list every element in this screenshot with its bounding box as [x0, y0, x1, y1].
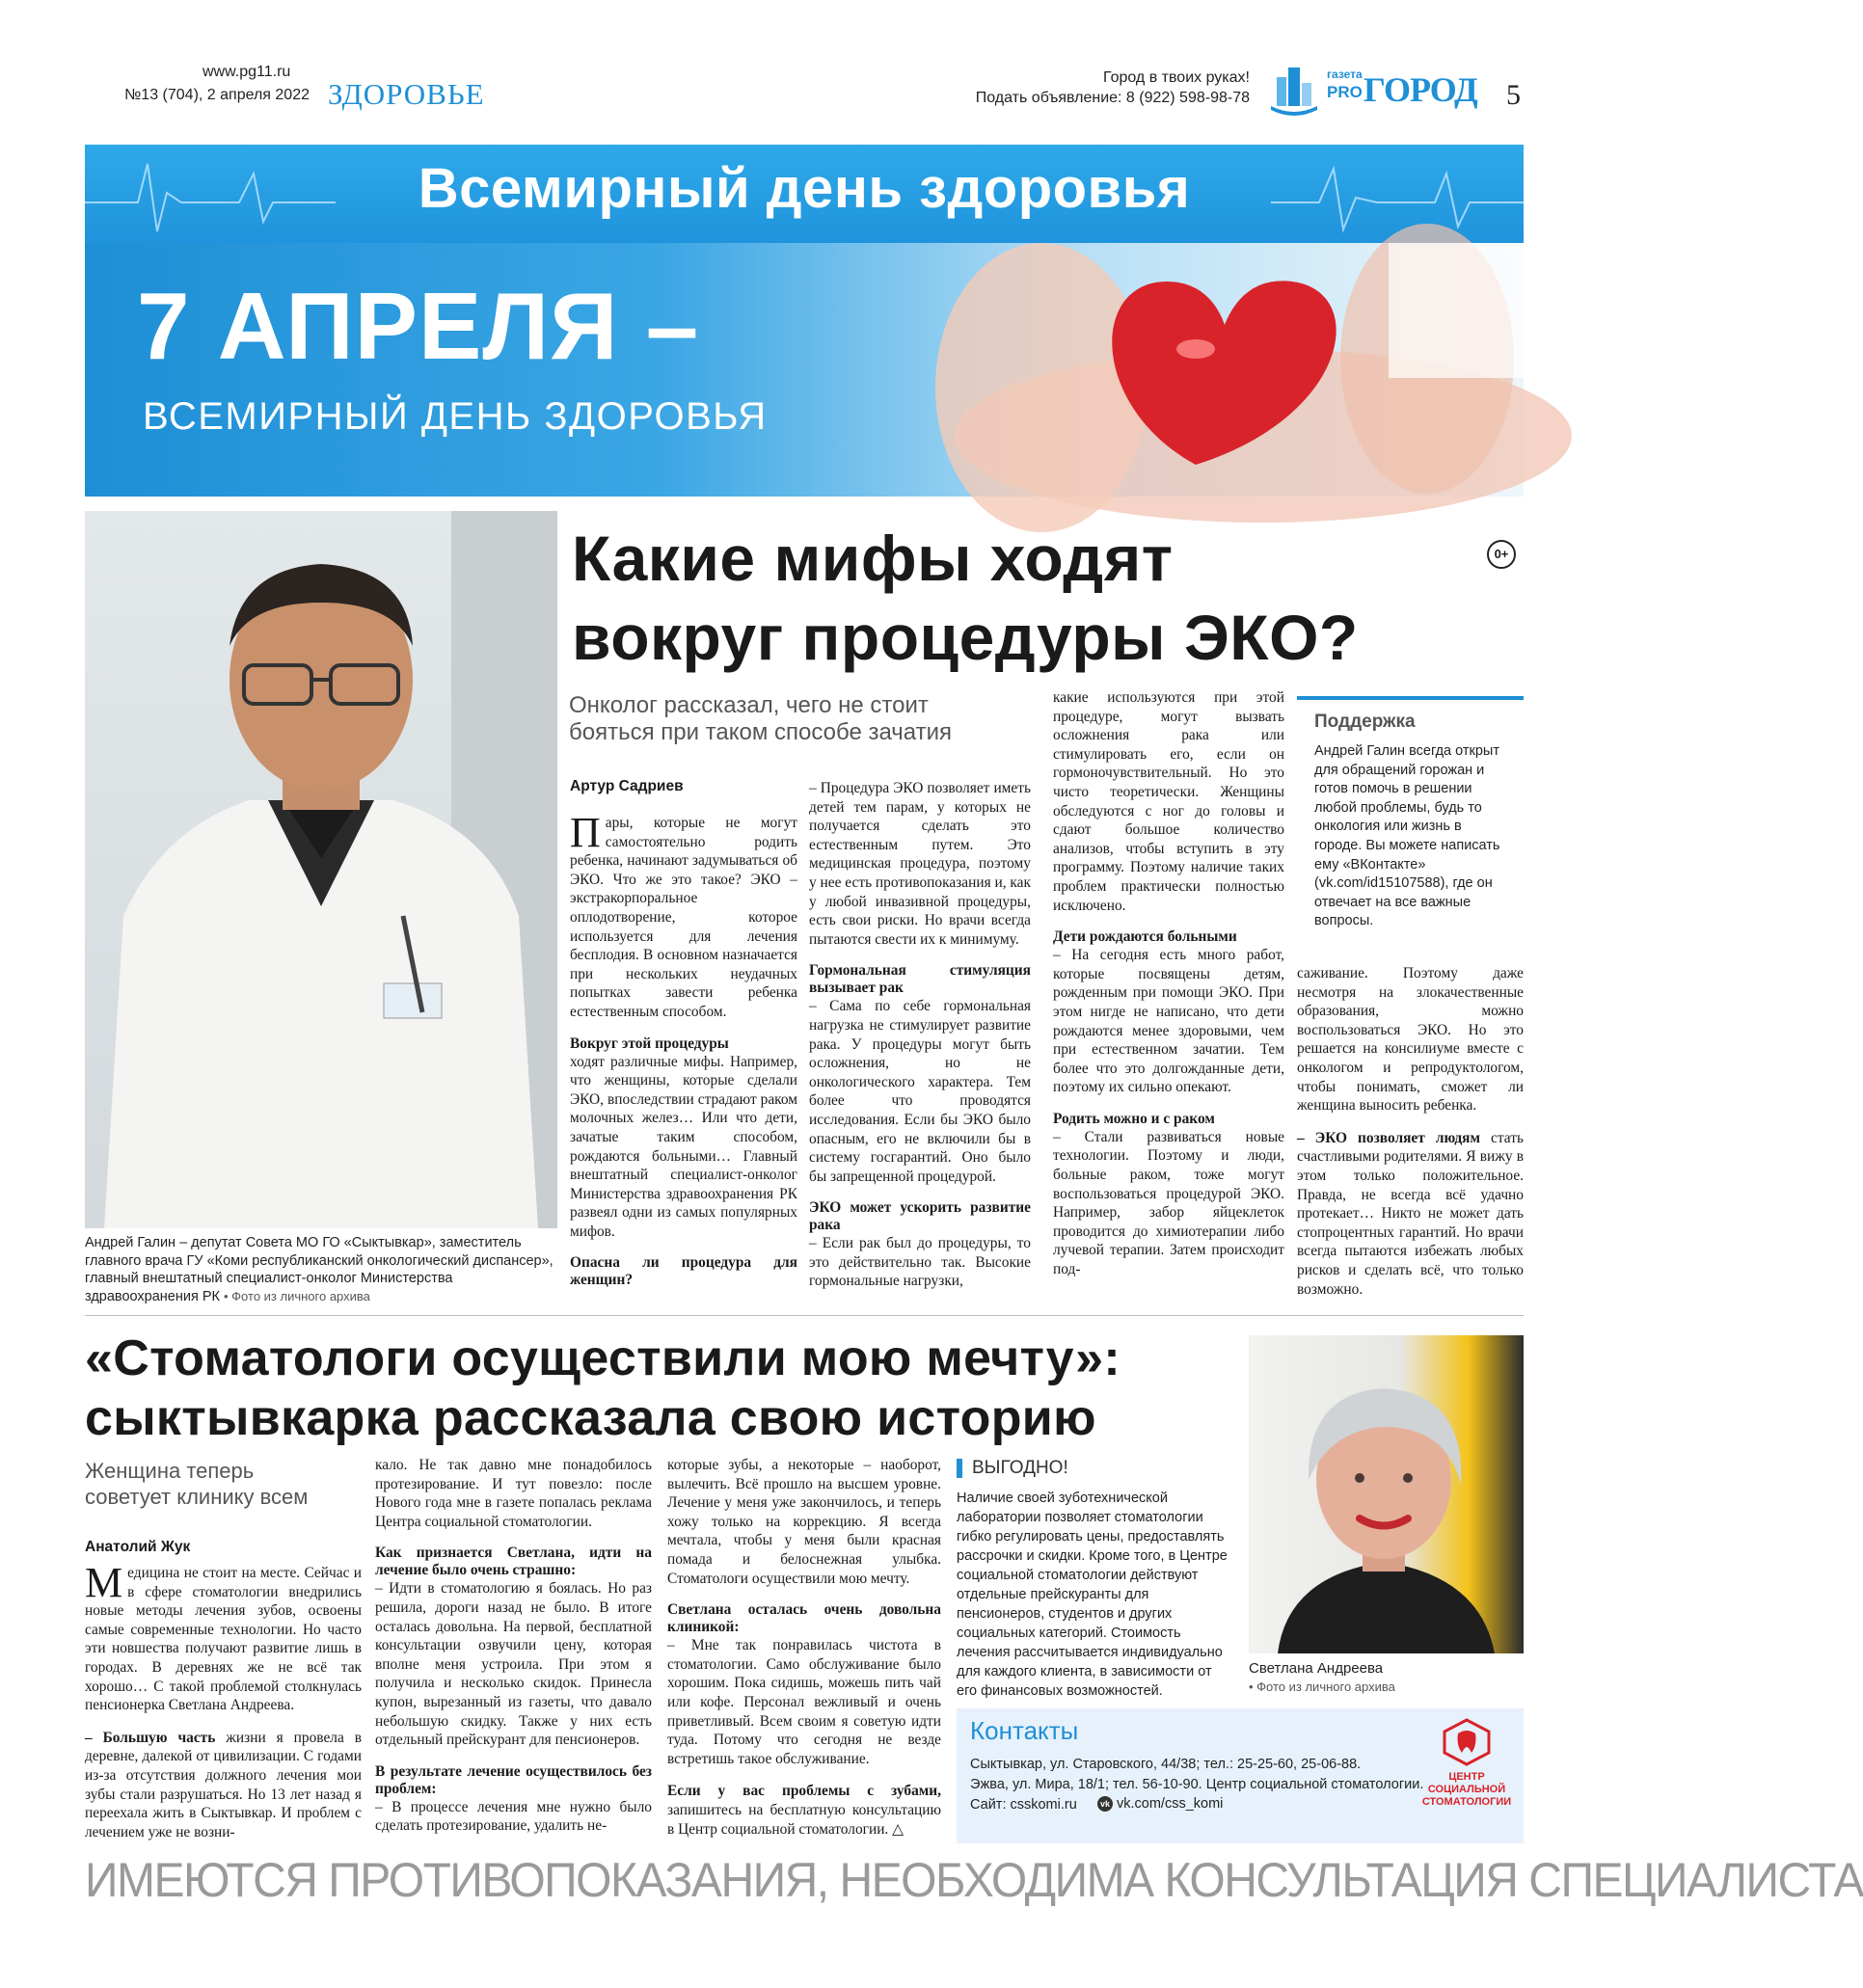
newspaper-logo[interactable] — [1271, 60, 1493, 118]
subheading: В результате лечение осуществилось без проблем: — [375, 1762, 652, 1797]
banner-subtitle: ВСЕМИРНЫЙ ДЕНЬ ЗДОРОВЬЯ — [143, 395, 768, 438]
article1-dek-line1: Онколог рассказал, чего не стоит — [569, 692, 929, 718]
header-issue: №13 (704), 2 апреля 2022 — [124, 87, 310, 103]
heart-in-hands-icon — [849, 243, 1524, 497]
banner — [85, 145, 1524, 497]
contacts-vk-link[interactable] — [1097, 1796, 1223, 1812]
vk-link-text: vk.com/css_komi — [1117, 1796, 1224, 1812]
lead-phrase: – Большую часть — [85, 1729, 216, 1746]
header-slogan: Город в твоих руках! — [1102, 69, 1250, 86]
paragraph: которые зубы, а некоторые – наоборот, вылечить. Всё прошло на высшем уровне. Лечение у меня уже закончилось, и теперь хожу только на коррекцию. Я всегда мечтала, чтобы у меня были красная помада и белоснежная улыбка. Стоматологи осуществили мою мечту. — [667, 1457, 941, 1587]
paragraph: ходят различные мифы. Например, что женщины, которые сделали ЭКО, впоследствии страдают раком молочных желез… Или что дети, зачатые таким способом, рождаются больными… Главный внештатный специалист-онколог Министерства здравоохранения РК развеял одни из самых популярных мифов. — [570, 1053, 797, 1240]
article2-col1 — [85, 1559, 362, 1841]
doctor-portrait-icon — [85, 511, 557, 1228]
article1-headline — [572, 519, 1469, 677]
promo-text: Наличие своей зуботехнической лаборатории позволяет стоматологии гибко регулировать цены, предоставлять рассрочки и скидки. Кроме того, в Центре социальной стоматологии действуют отдельные прейскуранты для пенсионеров, студентов и других социальных категорий. Стоимость лечения рассчитывается индивидуально для каждого клиента, в зависимости от его финансовых возможностей. — [957, 1491, 1228, 1699]
subheading: Светлана осталась очень довольна клиникой: — [667, 1601, 941, 1636]
logo-pro-text: PRO — [1327, 83, 1363, 101]
subheading: ЭКО может ускорить развитие рака — [809, 1199, 1031, 1234]
promo-title: ВЫГОДНО! — [972, 1458, 1068, 1478]
article1-dek-line2: бояться при таком способе зачатия — [569, 719, 953, 745]
photo-credit: • Фото из личного архива — [224, 1288, 370, 1303]
article2-headline-line2: сыктывкарка рассказала свою историю — [85, 1390, 1096, 1446]
header-site[interactable]: www.pg11.ru — [202, 64, 291, 80]
paragraph-text: стать счастливыми родителями. Я вижу в этом только положительное. Правда, не всегда всё удачно протекает… Никто не может дать стопроцентных гарантий. Но врачи всегда пытаются избежать любых рисков и сделать всё, что только возможно. — [1297, 1129, 1524, 1298]
photo-credit: • Фото из личного архива — [1249, 1679, 1395, 1694]
paragraph — [1297, 1129, 1524, 1299]
contacts-line1: Сыктывкар, ул. Старовского, 44/38; тел.: 25-25-60, 25-06-88. — [970, 1757, 1362, 1772]
article1-col3 — [1053, 688, 1284, 1279]
article2-dek-line1: Женщина теперь — [85, 1459, 255, 1483]
doctor-photo-caption — [85, 1234, 557, 1305]
woman-portrait-icon — [1249, 1335, 1524, 1653]
vk-icon: vk — [1097, 1796, 1113, 1812]
article1-dek — [569, 692, 1032, 746]
paragraph — [85, 1729, 362, 1842]
doctor-photo — [85, 511, 557, 1228]
photo-caption-text: Андрей Галин – депутат Совета МО ГО «Сыктывкар», заместитель главного врача ГУ «Коми республиканский онкологический диспансер», главный внештатный специалист-онколог Министерства здравоохранения РК — [85, 1235, 554, 1304]
subheading: Вокруг этой процедуры — [570, 1034, 729, 1052]
clinic-logo — [1414, 1718, 1520, 1834]
paragraph: едицина не стоит на месте. Сейчас и в сфере стоматологии внедрились новые методы лечения зубов, освоены самые современные технологии. Но часто эти новшества получают развитие лишь в городах. В деревнях же не всё так хорошо… С такой проблемой столкнулась пенсионерка Светлана Андреева. — [85, 1565, 362, 1714]
subheading: Гормональная стимуляция вызывает рак — [809, 962, 1031, 997]
disclaimer: ИМЕЮТСЯ ПРОТИВОПОКАЗАНИЯ, НЕОБХОДИМА КОНСУЛЬТАЦИЯ СПЕЦИАЛИСТА — [85, 1854, 1863, 1908]
article1-col4 — [1297, 964, 1524, 1299]
article1-headline-line1: Какие мифы ходят — [572, 523, 1174, 594]
article2-headline — [85, 1329, 1242, 1448]
dropcap: М — [85, 1559, 123, 1606]
sidebar-title: Поддержка — [1314, 712, 1416, 732]
dropcap: П — [570, 809, 601, 856]
support-sidebar — [1297, 696, 1524, 931]
article2-author: Анатолий Жук — [85, 1539, 191, 1555]
svetlana-photo — [1249, 1335, 1524, 1653]
subheading: Как признается Светлана, идти на лечение было очень страшно: — [375, 1545, 652, 1579]
paragraph: – Идти в стоматологию я боялась. Но раз решила, дороги назад не было. В итоге осталась довольна. На первой, бесплатной консультации озвучили цену, которая вполне меня устроила. При этом я получила и несколько скидок. Принесла купон, вырезанный из газеты, что давало небольшую скидку. Также у них есть отдельный прейскурант для пенсионеров. — [375, 1580, 652, 1749]
article2-col2 — [375, 1456, 652, 1836]
header-ad-line: Подать объявление: 8 (922) 598-98-78 — [975, 90, 1250, 106]
article2-col3 — [667, 1456, 941, 1839]
paragraph: – В процессе лечения мне нужно было сделать протезирование, удалить не- — [375, 1798, 652, 1835]
contacts-line2: Эжва, ул. Мира, 18/1; тел. 56-10-90. Центр социальной стоматологии. — [970, 1777, 1424, 1792]
article1-headline-line2: вокруг процедуры ЭКО? — [572, 602, 1359, 673]
clinic-logo-line1: ЦЕНТР — [1448, 1771, 1485, 1783]
article1-col2 — [809, 779, 1031, 1291]
clinic-logo-line2: СОЦИАЛЬНОЙ — [1427, 1784, 1506, 1795]
contacts-box — [957, 1708, 1524, 1843]
paragraph-text: жизни я провела в деревне, далекой от цивилизации. С годами из-за отсутствия должного лечения мои зубы стали разрушаться. Но 13 лет назад я переехала жить в Сыктывкар. И проблем с лечением уже не возни- — [85, 1729, 362, 1840]
promo-title-row — [957, 1458, 1231, 1479]
banner-date-line: 7 АПРЕЛЯ – — [137, 273, 700, 379]
article2-dek-line2: советует клинику всем — [85, 1485, 309, 1509]
subheading: Опасна ли процедура для женщин? — [570, 1254, 797, 1289]
lead-phrase: – ЭКО позволяет людям — [1297, 1129, 1480, 1146]
subheading: Дети рождаются больными — [1053, 928, 1237, 946]
clinic-logo-line3: СТОМАТОЛОГИИ — [1421, 1796, 1512, 1808]
paragraph: – Стали развиваться новые технологии. Поэтому и люди, больные раком, тоже могут воспользоваться процедурой ЭКО. Например, забор яйцеклеток проводится до химиотерапии либо лучевой терапии. Затем происходит под- — [1053, 1128, 1284, 1278]
promo-box — [957, 1458, 1231, 1701]
paragraph: – Если рак был до процедуры, то это действительно так. Высокие гормональные нагрузки, — [809, 1235, 1031, 1290]
page-number: 5 — [1506, 79, 1521, 111]
city-logo-icon — [1271, 64, 1317, 114]
contacts-website[interactable]: Сайт: csskomi.ru — [970, 1797, 1077, 1813]
paragraph: – Сама по себе гормональная нагрузка не стимулирует развитие рака. У процедуры могут быть осложнения, но не онкологического характера. Тем более что проводятся исследования. Если бы ЭКО было опасным, его не включили бы в систему госгарантий. Оно было бы запрещенной процедурой. — [809, 998, 1031, 1185]
logo-small-text: газета — [1327, 67, 1363, 81]
paragraph: саживание. Поэтому даже несмотря на злокачественные образования, можно воспользоваться ЭКО. Но это решается на консилиуме вместе с онкологом и репродуктологом, чтобы понимать, сможет ли женщина выносить ребенка. — [1297, 965, 1524, 1115]
paragraph: – На сегодня есть много работ, которые посвящены детям, рожденным при помощи ЭКО. При этом нигде не написано, что дети рождаются менее здоровыми, чем при естественном зачатии. Тем более что это долгожданные дети, поэтому их сильно опекают. — [1053, 947, 1284, 1096]
paragraph: кало. Не так давно мне понадобилось протезирование. И тут повезло: после Нового года мне в газете попалась реклама Центра социальной стоматологии. — [375, 1457, 652, 1530]
paragraph-text: запишитесь на бесплатную консультацию в Центр социальной стоматологии. △ — [667, 1801, 941, 1838]
article1-author: Артур Садриев — [570, 778, 684, 794]
logo-main-text: ГОРОД — [1364, 70, 1477, 109]
paragraph: какие используются при этой процедуре, могут вызвать осложнения рака или стимулировать его, если он гормоночувствительный. Но это чисто теоретически. Женщины обследуются с ног до головы и сдают большое количество анализов, чтобы вступить в эту программу. Поэтому наличие таких проблем практически полностью исключено. — [1053, 689, 1284, 914]
article2-dek — [85, 1458, 364, 1510]
article2-headline-line1: «Стоматологи осуществили мою мечту»: — [85, 1330, 1120, 1386]
banner-title: Всемирный день здоровья — [418, 157, 1191, 220]
section-divider — [85, 1315, 1524, 1316]
section-title: ЗДОРОВЬЕ — [328, 77, 485, 111]
promo-marker — [957, 1459, 962, 1478]
paragraph: ары, которые не могут самостоятельно родить ребенка, начинают задумываться об ЭКО. Что же это такое? ЭКО – экстракорпоральное оплодотворение, которое используется для лечения бесплодия. В основном назначается при нескольких неудачных попытках завести ребенка естественным способом. — [570, 815, 797, 1020]
subheading: Родить можно и с раком — [1053, 1110, 1215, 1127]
paragraph: – Процедура ЭКО позволяет иметь детей тем парам, у которых не получается сделать это естественным путем. Это медицинская процедура, поэтому у нее есть противопоказания и, как у любой инвазивной процедуры, есть свои риски. Но врачи всегда пытаются свести их к минимуму. — [809, 780, 1031, 948]
photo-name: Светлана Андреева — [1249, 1660, 1384, 1677]
paragraph: – Мне так понравилась чистота в стоматологии. Само обслуживание было хорошим. Пока сидишь, можешь пить чай или кофе. Персонал вежливый и очень приветливый. Всем своим я советую идти туда. Потому что сегодня не везде встретишь такое обслуживание. — [667, 1637, 941, 1767]
svetlana-caption — [1249, 1660, 1524, 1696]
sidebar-text: Андрей Галин всегда открыт для обращений горожан и готов помочь в решении любой проблемы, будь то онкология или жизнь в городе. Вы можете написать ему «ВКонтакте» (vk.com/id15107588), где он отвечает на все важные вопросы. — [1314, 743, 1500, 929]
article1-col1 — [570, 809, 797, 1289]
age-rating-badge: 0+ — [1487, 540, 1516, 569]
contacts-title: Контакты — [970, 1716, 1079, 1745]
paragraph — [667, 1782, 941, 1839]
tooth-logo-icon — [1441, 1718, 1493, 1766]
lead-phrase: Если у вас проблемы с зубами, — [667, 1783, 941, 1800]
